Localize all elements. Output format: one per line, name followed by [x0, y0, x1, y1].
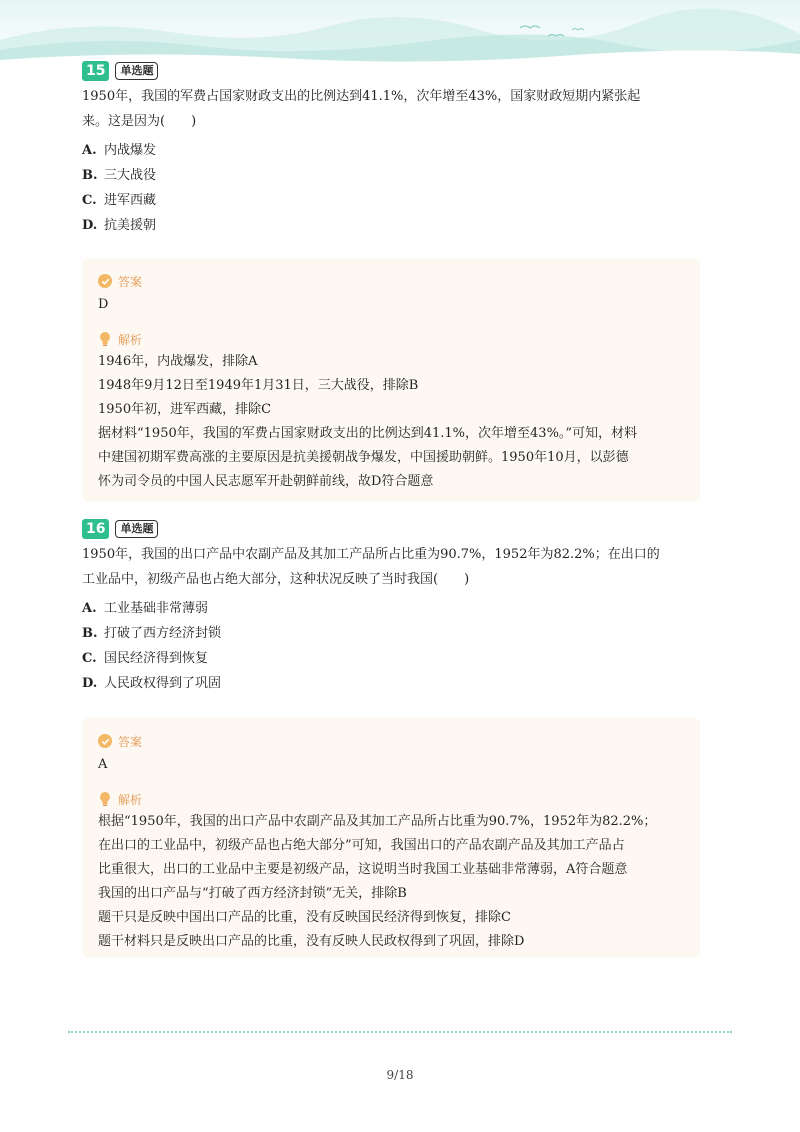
- analysis-line: 我国的出口产品与“打破了西方经济封锁”无关，排除B: [98, 886, 407, 901]
- option-text: 内战爆发: [104, 143, 157, 158]
- option-text: 国民经济得到恢复: [104, 651, 209, 666]
- analysis-line: 1950年初，进军西藏，排除C: [98, 402, 272, 417]
- analysis-line: 据材料“1950年，我国的军费占国家财政支出的比例达到41.1%，次年增至43%。”可知，材料: [98, 426, 638, 441]
- answer-box-15: [82, 258, 700, 502]
- question-stem: [82, 542, 702, 592]
- analysis-header: [98, 328, 684, 350]
- option-b: [82, 621, 702, 646]
- stem-line: 1950年，我国的军费占国家财政支出的比例达到41.1%，次年增至43%，国家财政短期内紧张起: [82, 89, 641, 104]
- stem-line: 1950年，我国的出口产品中农副产品及其加工产品所占比重为90.7%，1952年为82.2%；在出口的: [82, 547, 660, 562]
- analysis-line: 根据“1950年，我国的出口产品中农副产品及其加工产品所占比重为90.7%，1952年为82.2%；: [98, 814, 657, 829]
- option-text: 打破了西方经济封锁: [104, 626, 222, 641]
- answer-header: [98, 730, 684, 752]
- question-type-badge: 单选题: [115, 62, 158, 80]
- question-15: [82, 60, 702, 238]
- analysis-header: [98, 788, 684, 810]
- analysis-line: 1948年9月12日至1949年1月31日，三大战役，排除B: [98, 378, 419, 393]
- question-header: [82, 60, 702, 82]
- analysis-line: 比重很大，出口的工业品中主要是初级产品，这说明当时我国工业基础非常薄弱，A符合题意: [98, 862, 628, 877]
- answer-value: A: [98, 757, 108, 772]
- question-16: [82, 518, 702, 696]
- option-text: 三大战役: [104, 168, 157, 183]
- option-list: [82, 138, 702, 238]
- option-text: 工业基础非常薄弱: [104, 601, 209, 616]
- analysis-text: [98, 810, 684, 954]
- page-number: 9/18: [386, 1068, 414, 1082]
- question-header: [82, 518, 702, 540]
- option-a: [82, 138, 702, 163]
- analysis-line: 怀为司令员的中国人民志愿军开赴朝鲜前线，故D符合题意: [98, 474, 434, 489]
- question-stem: [82, 84, 702, 134]
- option-letter: D.: [82, 218, 98, 233]
- option-letter: D.: [82, 676, 98, 691]
- question-number-badge: 16: [82, 519, 109, 539]
- analysis-text: [98, 350, 684, 494]
- option-list: [82, 596, 702, 696]
- option-letter: A.: [82, 601, 97, 616]
- answer-box-16: [82, 718, 700, 958]
- question-number-badge: 15: [82, 61, 109, 81]
- option-letter: C.: [82, 193, 97, 208]
- check-circle-icon: [98, 274, 112, 288]
- option-text: 人民政权得到了巩固: [104, 676, 222, 691]
- stem-line: 工业品中，初级产品也占绝大部分，这种状况反映了当时我国( ): [82, 572, 470, 587]
- option-text: 进军西藏: [104, 193, 157, 208]
- answer-value: D: [98, 297, 109, 312]
- answer-header: [98, 270, 684, 292]
- option-text: 抗美援朝: [104, 218, 157, 233]
- analysis-line: 中建国初期军费高涨的主要原因是抗美援朝战争爆发，中国援助朝鲜。1950年10月，以彭德: [98, 450, 629, 465]
- option-c: [82, 646, 702, 671]
- analysis-line: 在出口的工业品中，初级产品也占绝大部分”可知，我国出口的产品农副产品及其加工产品占: [98, 838, 625, 853]
- analysis-label: 解析: [118, 332, 143, 347]
- answer-label: 答案: [118, 734, 143, 749]
- lightbulb-icon: [98, 331, 112, 347]
- analysis-label: 解析: [118, 792, 143, 807]
- option-d: [82, 671, 702, 696]
- option-d: [82, 213, 702, 238]
- analysis-line: 题干材料只是反映出口产品的比重，没有反映人民政权得到了巩固，排除D: [98, 934, 525, 949]
- stem-line: 来。这是因为( ): [82, 114, 197, 129]
- option-a: [82, 596, 702, 621]
- footer-divider: [68, 1031, 732, 1033]
- option-letter: B.: [82, 168, 98, 183]
- option-letter: A.: [82, 143, 97, 158]
- analysis-line: 题干只是反映中国出口产品的比重，没有反映国民经济得到恢复，排除C: [98, 910, 511, 925]
- question-type-badge: 单选题: [115, 520, 158, 538]
- option-b: [82, 163, 702, 188]
- option-letter: C.: [82, 651, 97, 666]
- analysis-line: 1946年，内战爆发，排除A: [98, 354, 258, 369]
- option-c: [82, 188, 702, 213]
- lightbulb-icon: [98, 791, 112, 807]
- option-letter: B.: [82, 626, 98, 641]
- answer-label: 答案: [118, 274, 143, 289]
- check-circle-icon: [98, 734, 112, 748]
